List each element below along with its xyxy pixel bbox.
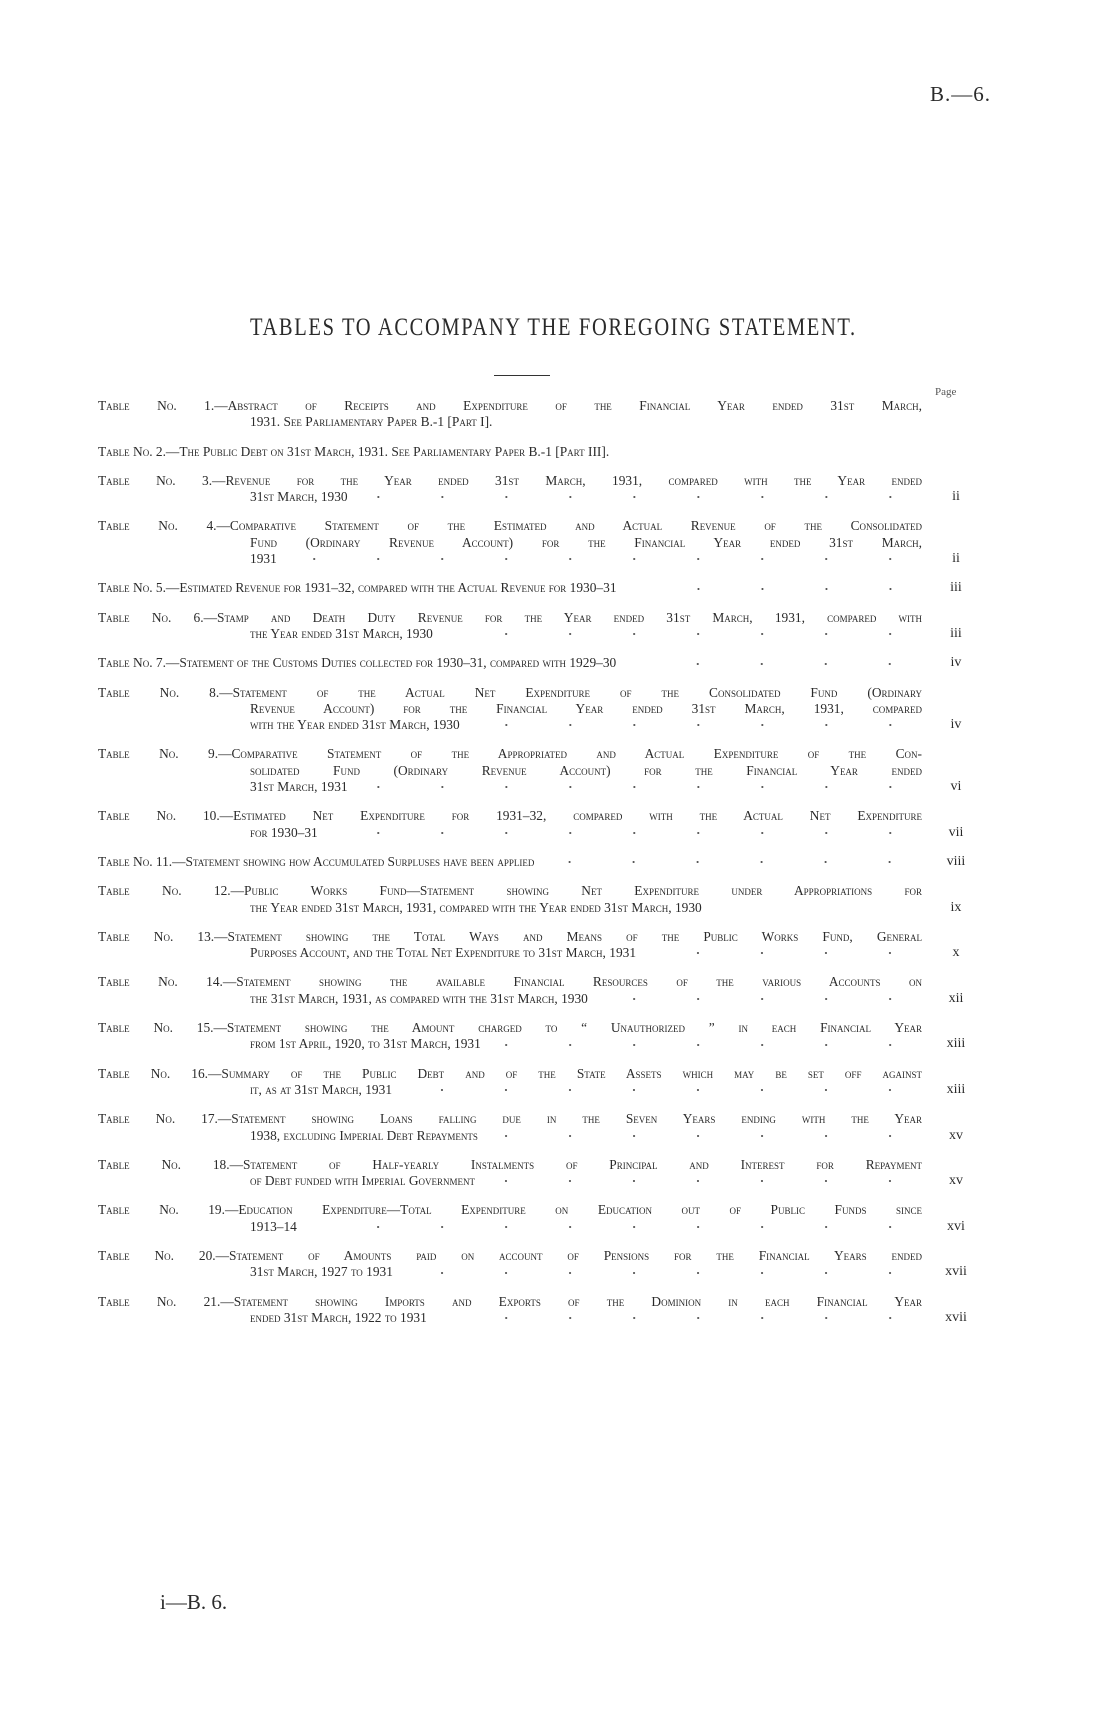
entry-label: Table No. 15.—	[98, 1020, 227, 1036]
entry-line	[98, 1173, 922, 1189]
entry-label: Table No. 2.—	[98, 443, 180, 459]
entry-text: 1931. See Parliamentary Paper B.-1 [Part I].	[250, 414, 493, 430]
leader-dots	[558, 857, 922, 867]
toc-entry	[98, 1066, 990, 1099]
page-number: xii	[948, 990, 964, 1006]
page-number: ii	[952, 551, 960, 567]
entry-text: 31st March, 1927 to 1931	[250, 1264, 393, 1280]
toc-entry	[98, 655, 990, 671]
entry-line	[98, 825, 922, 841]
toc-entry	[98, 1294, 990, 1327]
entry-line	[98, 444, 922, 460]
entry-text: Statement of Half-yearly Instalments of Principal and Interest for Repayment	[242, 1156, 922, 1172]
entry-text: Revenue Account) for the Financial Year ended 31st March, 1931, compared	[250, 700, 922, 716]
entry-line	[98, 991, 922, 1007]
entry-label: Table No. 13.—	[98, 928, 228, 944]
leader-dots	[505, 1040, 922, 1050]
entry-line	[98, 1111, 922, 1127]
entry-label: Table No. 1.—	[98, 398, 228, 413]
entry-line	[98, 489, 922, 505]
toc-entry	[98, 929, 990, 962]
entry-line	[98, 701, 922, 717]
toc-entry	[98, 974, 990, 1007]
toc-entry	[98, 1020, 990, 1053]
leader-dots	[417, 1268, 922, 1278]
leader-dots	[342, 828, 922, 838]
leader-dots	[640, 659, 922, 669]
entry-text: Education Expenditure—Total Expenditure on Education out of Public Funds since	[238, 1202, 922, 1218]
entry-line	[98, 1082, 922, 1098]
entry-text: Public Works Fund—Statement showing Net Expenditure under Appropriations for	[244, 883, 922, 899]
entry-text: Estimated Net Expenditure for 1931–32, compared with the Actual Net Expenditure	[233, 808, 922, 824]
entry-text: 1913–14	[250, 1218, 297, 1234]
entry-label: Table No. 11.—	[98, 853, 186, 869]
toc-entry	[98, 518, 990, 567]
entry-line	[98, 414, 922, 430]
page-number: iv	[950, 655, 962, 671]
entry-text: 1931	[250, 551, 277, 567]
title-rule	[494, 375, 550, 376]
page-number: vi	[950, 779, 962, 795]
entry-text: Estimated Revenue for 1931–32, compared with the Actual Revenue for 1930–31	[179, 580, 617, 596]
entry-text: The Public Debt on 31st March, 1931. See Parliamentary Paper B.-1 [Part III].	[179, 443, 610, 459]
entry-text: Comparative Statement of the Appropriated and Actual Expenditure of the Con-	[231, 746, 922, 762]
entry-text: it, as at 31st March, 1931	[250, 1081, 393, 1097]
entry-text: 1938, excluding Imperial Debt Repayments	[250, 1127, 478, 1143]
entry-label: Table No. 17.—	[98, 1111, 232, 1127]
entry-text: with the Year ended 31st March, 1930	[250, 717, 460, 733]
page-number: vii	[948, 824, 964, 840]
entry-text: Statement showing how Accumulated Surpluses have been applied	[185, 853, 535, 869]
entry-label: Table No. 18.—	[98, 1156, 243, 1172]
leader-dots	[372, 782, 922, 792]
entry-text: solidated Fund (Ordinary Revenue Account) for the Financial Year ended	[250, 762, 922, 778]
entry-line	[98, 779, 922, 795]
page-number: xv	[949, 1173, 963, 1189]
entry-label: Table No. 21.—	[98, 1293, 234, 1309]
entry-text: Statement showing the Total Ways and Means of the Public Works Fund, General	[227, 928, 922, 944]
entry-text: 31st March, 1931	[250, 779, 348, 795]
toc-entry	[98, 1111, 990, 1144]
entry-text: Revenue for the Year ended 31st March, 1931, compared with the Year ended	[225, 472, 922, 488]
page-number: xvii	[945, 1264, 967, 1280]
toc-entry	[98, 610, 990, 643]
toc-entry	[98, 685, 990, 734]
page-title: TABLES TO ACCOMPANY THE FOREGOING STATEMENT.	[249, 314, 857, 341]
leader-dots	[502, 1131, 922, 1141]
leader-dots	[499, 1176, 922, 1186]
entry-label: Table No. 3.—	[98, 472, 226, 488]
entry-line	[98, 1066, 922, 1082]
page-number: iv	[950, 717, 962, 733]
entry-line	[98, 580, 922, 596]
entry-label: Table No. 16.—	[98, 1065, 222, 1081]
entry-text: Summary of the Public Debt and of the State Assets which may be set off against	[221, 1065, 922, 1081]
entry-line	[98, 929, 922, 945]
entry-line	[98, 1128, 922, 1144]
entry-line	[98, 945, 922, 961]
leader-dots	[321, 1222, 922, 1232]
leader-dots	[457, 629, 922, 639]
entry-text: 31st March, 1930	[250, 489, 348, 505]
leader-dots	[416, 1085, 922, 1095]
leader-dots	[451, 1313, 922, 1323]
entry-text: Fund (Ordinary Revenue Account) for the Financial Year ended 31st March,	[250, 534, 922, 550]
page-number: xiii	[946, 1036, 966, 1052]
toc-entry	[98, 444, 990, 460]
toc-entry	[98, 580, 990, 596]
toc-entry	[98, 398, 990, 431]
entry-text: Statement showing Loans falling due in the Seven Years ending with the Year	[231, 1111, 922, 1127]
entry-line	[98, 1036, 922, 1052]
entry-text: Comparative Statement of the Estimated and Actual Revenue of the Consolidated	[229, 518, 922, 534]
entry-line	[98, 535, 922, 551]
page-number: iii	[950, 625, 962, 641]
entry-line	[98, 610, 922, 626]
entry-text: Stamp and Death Duty Revenue for the Year ended 31st March, 1931, compared with	[217, 609, 922, 625]
entry-line	[98, 883, 922, 899]
entry-text: Statement showing the Amount charged to “ Unauthorized ” in each Financial Year	[226, 1020, 922, 1036]
page-number: xvi	[947, 1218, 965, 1234]
entry-label: Table No. 12.—	[98, 883, 245, 899]
leader-dots	[641, 584, 922, 594]
entry-label: Table No. 19.—	[98, 1202, 239, 1218]
entry-label: Table No. 8.—	[98, 684, 233, 700]
page-column-label: Page	[935, 386, 957, 398]
toc-entry	[98, 1157, 990, 1190]
entry-label: Table No. 4.—	[98, 518, 230, 534]
toc-entry	[98, 1202, 990, 1235]
leader-dots	[484, 720, 922, 730]
entry-text: Statement of the Customs Duties collected for 1930–31, compared with 1929–30	[179, 655, 617, 671]
toc-entry	[98, 1248, 990, 1281]
page-number: xv	[949, 1127, 963, 1143]
entry-line	[98, 518, 922, 534]
entry-line	[98, 717, 922, 733]
entry-line	[98, 763, 922, 779]
entry-text: from 1st April, 1920, to 31st March, 1931	[250, 1036, 481, 1052]
entry-label: Table No. 6.—	[98, 609, 217, 625]
entry-text: Statement showing the available Financial Resources of the various Accounts on	[236, 974, 922, 990]
entry-text: ended 31st March, 1922 to 1931	[250, 1309, 427, 1325]
page-number: xvii	[945, 1309, 967, 1325]
entry-text: Purposes Account, and the Total Net Expenditure to 31st March, 1931	[250, 945, 637, 961]
entry-text: for 1930–31	[250, 824, 318, 840]
entry-line	[98, 1219, 922, 1235]
toc-entry	[98, 808, 990, 841]
entry-line	[98, 551, 922, 567]
entry-line	[98, 685, 922, 701]
entry-line	[98, 1310, 922, 1326]
entry-line	[98, 473, 922, 489]
entry-label: Table No. 9.—	[98, 746, 232, 762]
entry-label: Table No. 14.—	[98, 974, 237, 990]
entry-line	[98, 655, 922, 671]
entry-label: Table No. 20.—	[98, 1247, 230, 1263]
leader-dots	[660, 948, 922, 958]
entry-line	[98, 1202, 922, 1218]
page-footer-code: i—B. 6.	[160, 1590, 228, 1614]
entry-line	[98, 1264, 922, 1280]
entry-text: Abstract of Receipts and Expenditure of the Financial Year ended 31st March,	[227, 398, 922, 413]
entry-line	[98, 398, 922, 414]
entry-label: Table No. 7.—	[98, 655, 180, 671]
toc-entry	[98, 746, 990, 795]
entry-text: Statement of Amounts paid on account of Pensions for the Financial Years ended	[229, 1247, 922, 1263]
page-number: x	[952, 945, 960, 961]
leader-dots	[301, 554, 922, 564]
toc-entry	[98, 883, 990, 916]
entry-line	[98, 900, 922, 916]
entry-text: the 31st March, 1931, as compared with the 31st March, 1930	[250, 990, 588, 1006]
entry-text: Statement of the Actual Net Expenditure of the Consolidated Fund (Ordinary	[232, 684, 922, 700]
entry-label: Table No. 10.—	[98, 808, 234, 824]
page-number: iii	[950, 580, 962, 596]
entry-label: Table No. 5.—	[98, 580, 180, 596]
page-number: ii	[952, 489, 960, 505]
page-number: xiii	[946, 1081, 966, 1097]
entry-line	[98, 1248, 922, 1264]
entry-line	[98, 1294, 922, 1310]
entry-text: Statement showing Imports and Exports of the Dominion in each Financial Year	[233, 1293, 922, 1309]
entry-text: the Year ended 31st March, 1931, compared with the Year ended 31st March, 1930	[250, 899, 702, 915]
table-of-contents	[98, 398, 990, 1339]
page-number: viii	[946, 853, 966, 869]
entry-line	[98, 974, 922, 990]
entry-line	[98, 746, 922, 762]
page-header-code: B.—6.	[930, 82, 992, 106]
entry-line	[98, 1157, 922, 1173]
entry-text: the Year ended 31st March, 1930	[250, 625, 433, 641]
toc-entry	[98, 854, 990, 870]
entry-text: of Debt funded with Imperial Government	[250, 1173, 476, 1189]
leader-dots	[612, 994, 922, 1004]
toc-entry	[98, 473, 990, 506]
entry-line	[98, 626, 922, 642]
leader-dots	[372, 492, 922, 502]
entry-line	[98, 808, 922, 824]
page-number: ix	[950, 899, 962, 915]
entry-line	[98, 854, 922, 870]
entry-line	[98, 1020, 922, 1036]
